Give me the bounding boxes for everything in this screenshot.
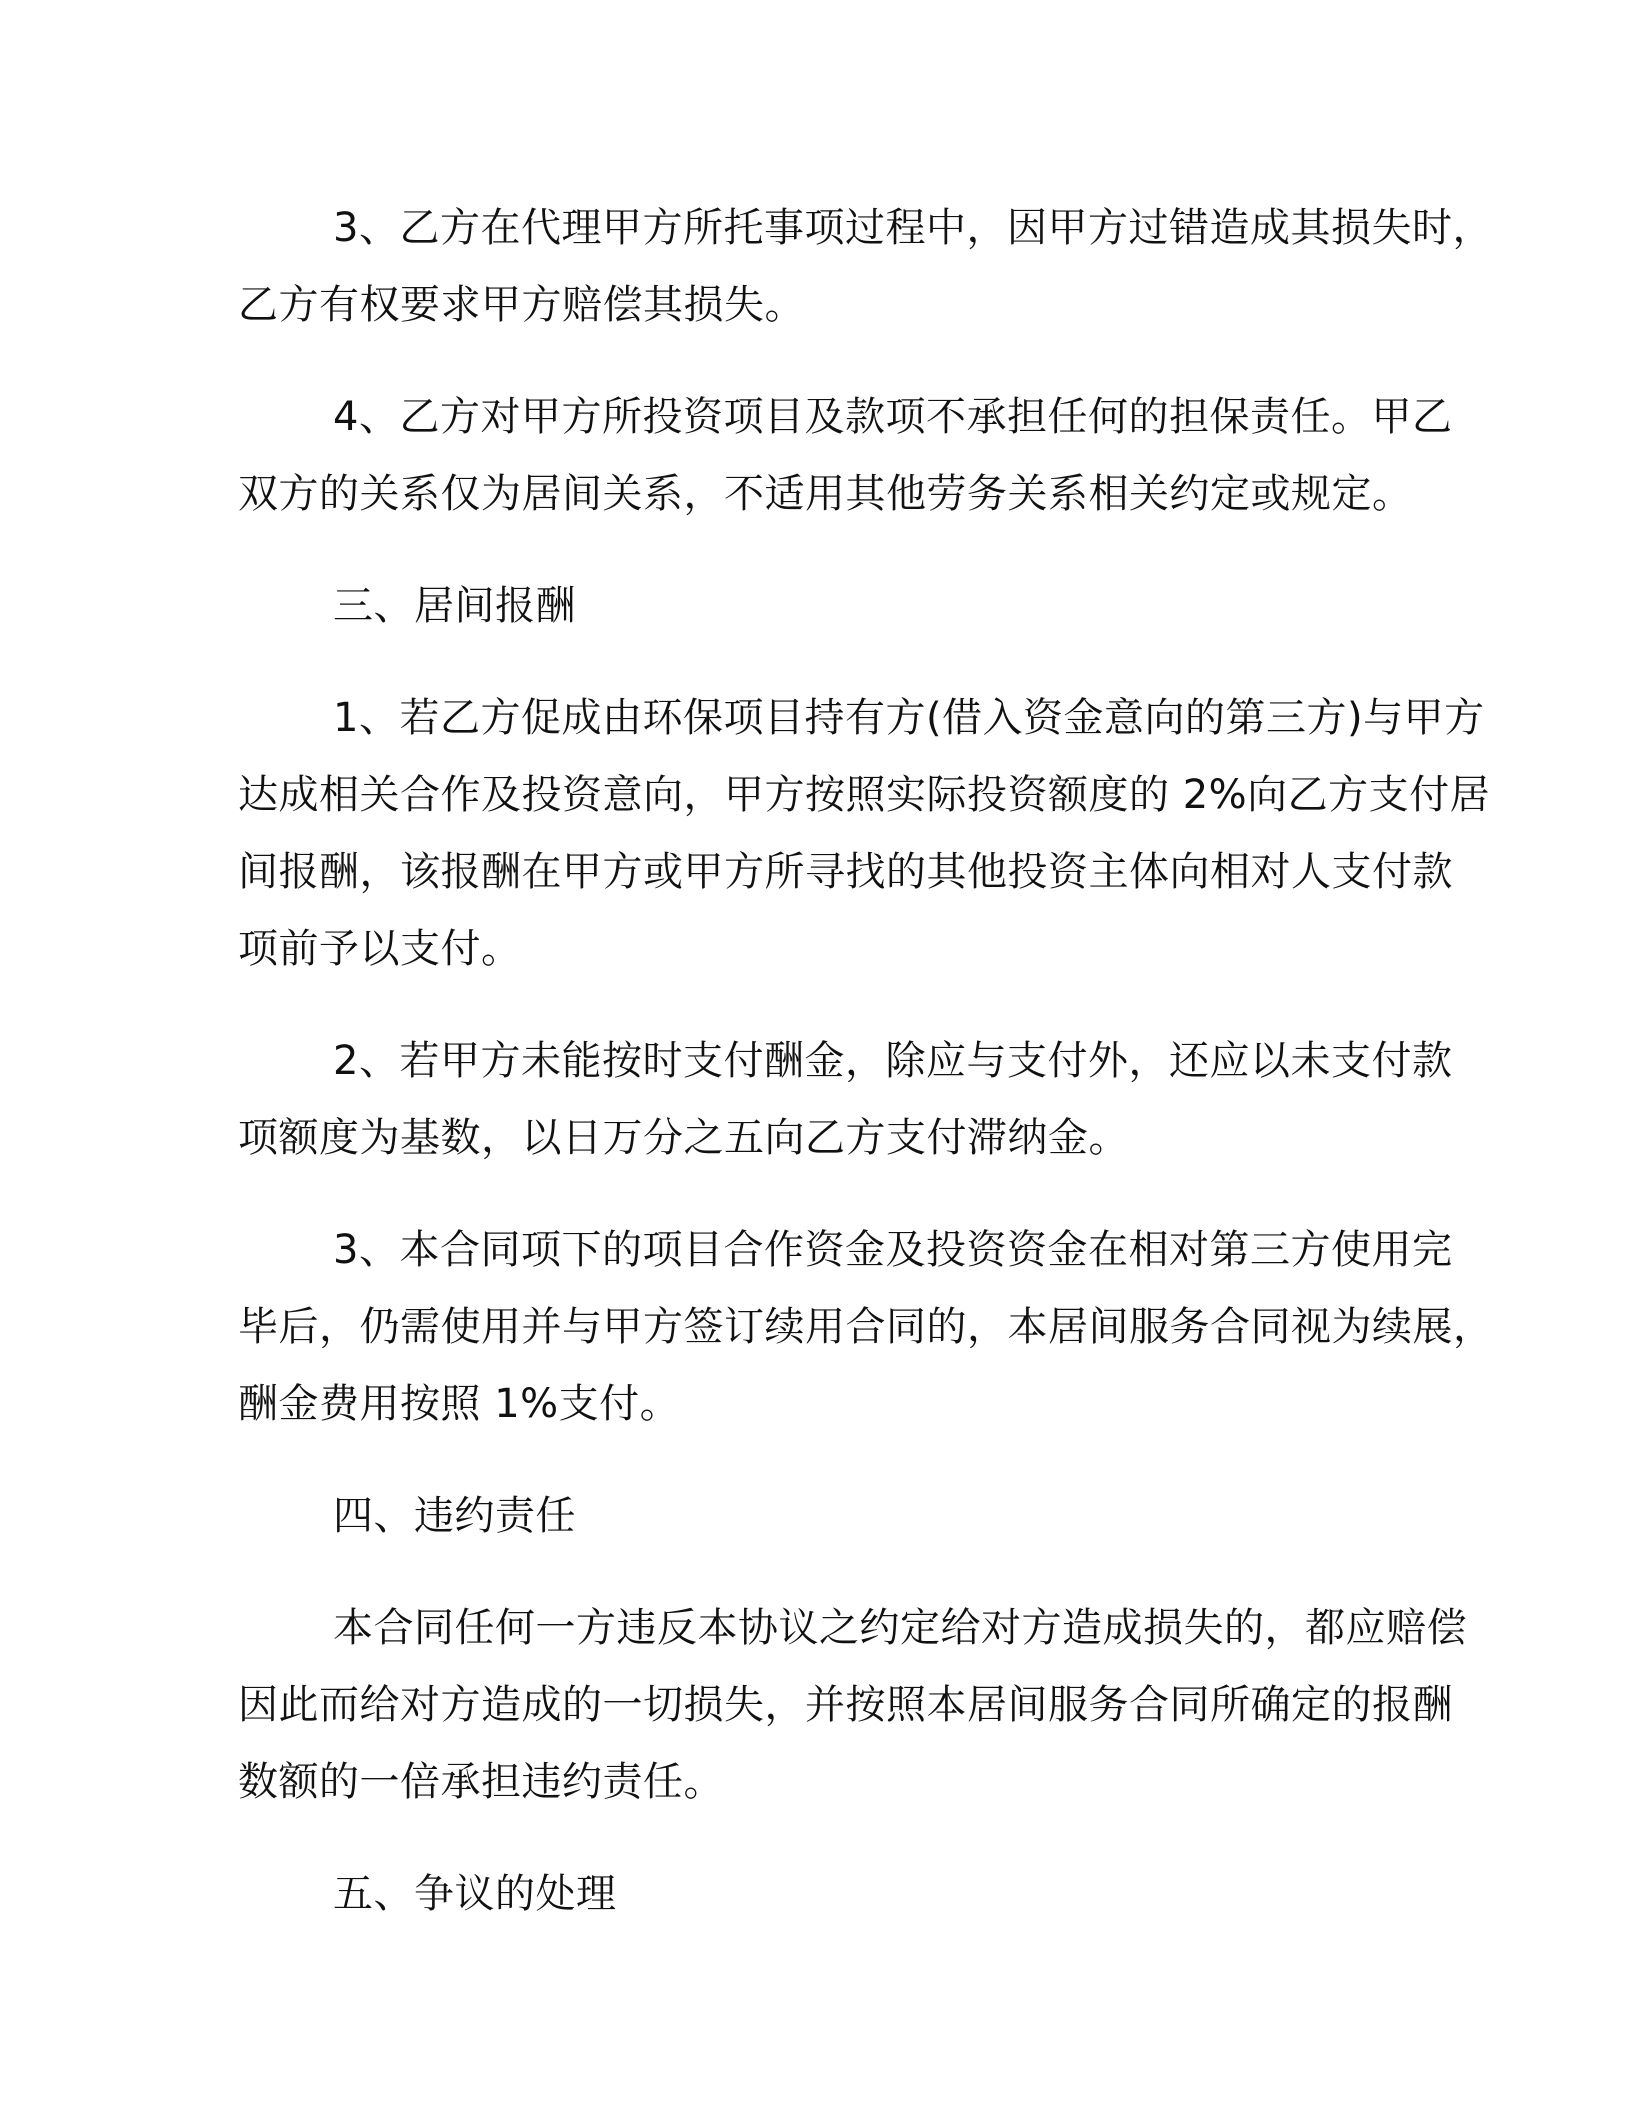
text-line: 2、若甲方未能按时支付酬金，除应与支付外，还应以未支付款 bbox=[333, 1038, 1453, 1084]
text-line: 因此而给对方造成的一切损失，并按照本居间服务合同所确定的报酬 bbox=[238, 1682, 1453, 1728]
text-line: 项前予以支付。 bbox=[238, 926, 522, 972]
text-line: 乙方有权要求甲方赔偿其损失。 bbox=[238, 282, 805, 328]
text-line: 酬金费用按照 1%支付。 bbox=[238, 1381, 681, 1427]
text-line: 3、本合同项下的项目合作资金及投资资金在相对第三方使用完 bbox=[333, 1227, 1453, 1273]
clause-paragraph bbox=[238, 680, 1491, 988]
heading-text: 五、争议的处理 bbox=[333, 1871, 617, 1917]
heading-text: 三、居间报酬 bbox=[333, 583, 576, 629]
clause-paragraph bbox=[238, 190, 1493, 344]
text-line: 间报酬，该报酬在甲方或甲方所寻找的其他投资主体向相对人支付款 bbox=[238, 849, 1453, 895]
text-line: 双方的关系仅为居间关系，不适用其他劳务关系相关约定或规定。 bbox=[238, 471, 1413, 517]
text-line: 项额度为基数，以日万分之五向乙方支付滞纳金。 bbox=[238, 1115, 1129, 1161]
clause-paragraph bbox=[238, 1212, 1494, 1443]
text-line: 4、乙方对甲方所投资项目及款项不承担任何的担保责任。甲乙 bbox=[333, 394, 1453, 440]
text-line: 1、若乙方促成由环保项目持有方(借入资金意向的第三方)与甲方 bbox=[333, 695, 1485, 741]
clause-paragraph bbox=[238, 379, 1453, 533]
document-body bbox=[238, 190, 1494, 1968]
text-line: 达成相关合作及投资意向，甲方按照实际投资额度的 2%向乙方支付居 bbox=[238, 772, 1491, 818]
section-heading bbox=[238, 568, 1386, 645]
clause-paragraph bbox=[238, 1590, 1467, 1821]
clause-paragraph bbox=[238, 1023, 1453, 1177]
section-heading bbox=[238, 1856, 1386, 1933]
text-line: 数额的一倍承担违约责任。 bbox=[238, 1759, 724, 1805]
heading-text: 四、违约责任 bbox=[333, 1493, 576, 1539]
text-line: 本合同任何一方违反本协议之约定给对方造成损失的，都应赔偿 bbox=[333, 1605, 1467, 1651]
text-line: 毕后，仍需使用并与甲方签订续用合同的，本居间服务合同视为续展， bbox=[238, 1304, 1494, 1350]
text-line: 3、乙方在代理甲方所托事项过程中，因甲方过错造成其损失时， bbox=[333, 205, 1493, 251]
section-heading bbox=[238, 1478, 1386, 1555]
